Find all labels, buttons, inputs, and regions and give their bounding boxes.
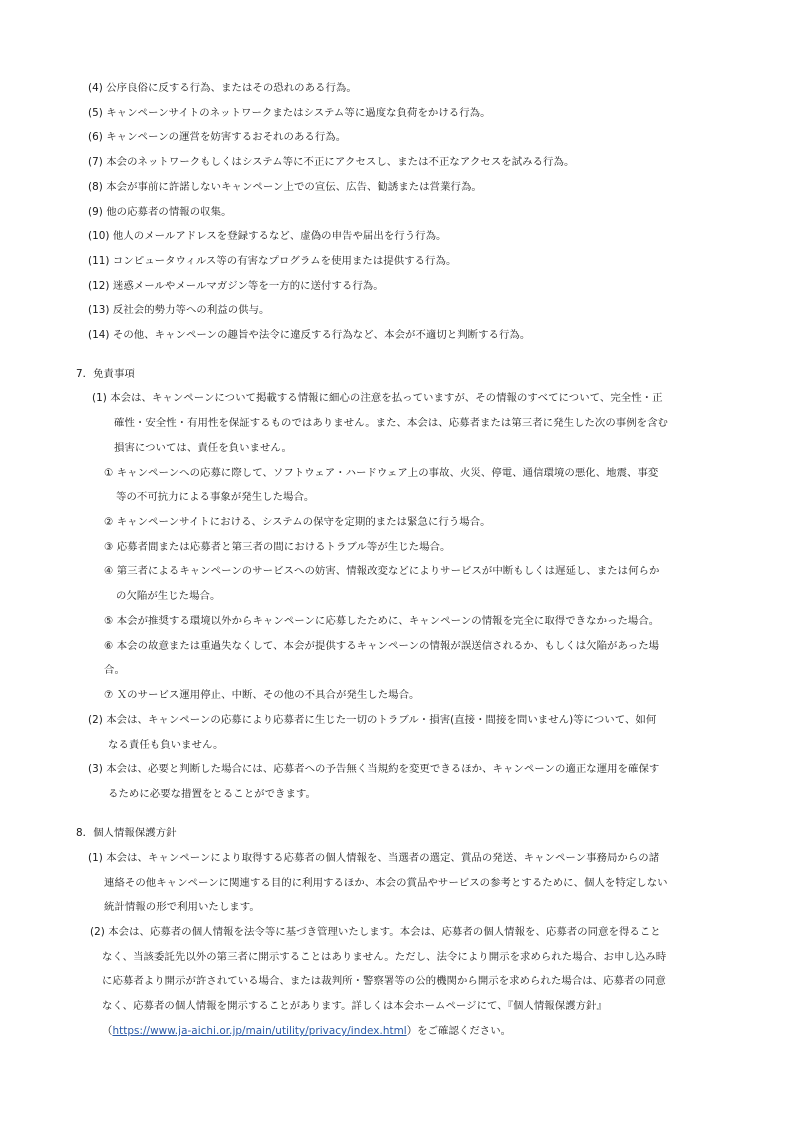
privacy-item-2-line-3: に応募者より開示が許されている場合、または裁判所・警察署等の公的機関から開示を求められた場合は、応募者の同意: [102, 975, 666, 987]
disclaimer-sub-7: ⑦ Ｘのサービス運用停止、中断、その他の不具合が発生した場合。: [104, 689, 420, 701]
disclaimer-item-1-line-1: (1) 本会は、キャンペーンについて掲載する情報に細心の注意を払っていますが、その情報のすべてについて、完全性・正: [92, 392, 663, 404]
disclaimer-sub-6-line-1: ⑥ 本会の故意または重過失なくして、本会が提供するキャンペーンの情報が誤送信されるか、もしくは欠陥があった場: [104, 640, 660, 652]
privacy-item-2-line-4: なく、応募者の個人情報を開示することがあります。詳しくは本会ホームページにて、『個人情報保護方針』: [102, 1000, 607, 1012]
prohibited-act-6: (6) キャンペーンの運営を妨害するおそれのある行為。: [88, 131, 347, 143]
disclaimer-sub-4-line-1: ④ 第三者によるキャンペーンのサービスへの妨害、情報改変などによりサービスが中断もしくは遅延し、または何らか: [104, 565, 660, 577]
disclaimer-item-3-line-1: (3) 本会は、必要と判断した場合には、応募者への予告無く当規約を変更できるほか、キャンペーンの適正な運用を確保す: [88, 763, 660, 775]
privacy-item-2-line-1: (2) 本会は、応募者の個人情報を法令等に基づき管理いたします。本会は、応募者の個人情報を、応募者の同意を得ること: [90, 926, 661, 938]
disclaimer-item-3-line-2: るために必要な措置をとることができます。: [108, 788, 316, 800]
privacy-policy-link-line: [102, 1024, 511, 1038]
prohibited-act-13: (13) 反社会的勢力等への利益の供与。: [88, 304, 270, 316]
disclaimer-sub-6-line-2: 合。: [104, 664, 125, 676]
privacy-item-1-line-3: 統計情報の形で利用いたします。: [104, 901, 260, 913]
disclaimer-sub-4-line-2: の欠陥が生じた場合。: [116, 590, 221, 602]
privacy-item-1-line-2: 連絡その他キャンペーンに関連する目的に利用するほか、本会の賞品やサービスの参考とするために、個人を特定しない: [104, 877, 668, 889]
disclaimer-sub-3: ③ 応募者間または応募者と第三者の間におけるトラブル等が生じた場合。: [104, 541, 451, 553]
disclaimer-item-1-line-2: 確性・安全性・有用性を保証するものではありません。また、本会は、応募者または第三者に発生した次の事例を含む: [114, 417, 668, 429]
disclaimer-sub-1-line-1: ① キャンペーンへの応募に際して、ソフトウェア・ハードウェア上の事故、火災、停電、通信環境の悪化、地震、事変: [104, 467, 659, 479]
disclaimer-item-2-line-1: (2) 本会は、キャンペーンの応募により応募者に生じた一切のトラブル・損害(直接・間接を問いません)等について、如何: [88, 714, 657, 726]
prohibited-act-10: (10) 他人のメールアドレスを登録するなど、虚偽の申告や届出を行う行為。: [88, 230, 447, 242]
prohibited-act-12: (12) 迷惑メールやメールマガジン等を一方的に送付する行為。: [88, 280, 384, 292]
disclaimer-item-1-line-3: 損害については、責任を負いません。: [114, 442, 292, 454]
disclaimer-sub-5: ⑤ 本会が推奨する環境以外からキャンペーンに応募したために、キャンペーンの情報を完全に取得できなかった場合。: [104, 615, 660, 627]
prohibited-act-7: (7) 本会のネットワークもしくはシステム等に不正にアクセスし、または不正なアクセスを試みる行為。: [88, 156, 575, 168]
disclaimer-sub-2: ② キャンペーンサイトにおける、システムの保守を定期的または緊急に行う場合。: [104, 516, 491, 528]
privacy-item-2-line-2: なく、当該委託先以外の第三者に開示することはありません。ただし、法令により開示を求められた場合、お申し込み時: [102, 951, 667, 963]
section-7-heading: 7．免責事項: [76, 368, 135, 380]
prohibited-act-9: (9) 他の応募者の情報の収集。: [88, 206, 232, 218]
prohibited-act-14: (14) その他、キャンペーンの趣旨や法令に違反する行為など、本会が不適切と判断する行為。: [88, 329, 531, 341]
link-open-paren: （: [102, 1025, 113, 1037]
section-8-heading: 8．個人情報保護方針: [76, 827, 177, 839]
prohibited-act-5: (5) キャンペーンサイトのネットワークまたはシステム等に過度な負荷をかける行為。: [88, 107, 491, 119]
disclaimer-item-2-line-2: なる責任も負いません。: [108, 739, 224, 751]
prohibited-act-4: (4) 公序良俗に反する行為、またはその恐れのある行為。: [88, 82, 357, 94]
disclaimer-sub-1-line-2: 等の不可抗力による事象が発生した場合。: [116, 491, 315, 503]
privacy-item-1-line-1: (1) 本会は、キャンペーンにより取得する応募者の個人情報を、当選者の選定、賞品の発送、キャンペーン事務局からの諸: [88, 852, 660, 864]
prohibited-act-8: (8) 本会が事前に許諾しないキャンペーン上での宣伝、広告、勧誘または営業行為。: [88, 181, 482, 193]
link-close-text: ）をご確認ください。: [406, 1025, 512, 1037]
privacy-policy-link[interactable]: https://www.ja-aichi.or.jp/main/utility/privacy/index.html: [112, 1025, 407, 1037]
prohibited-act-11: (11) コンピュータウィルス等の有害なプログラムを使用または提供する行為。: [88, 255, 457, 267]
